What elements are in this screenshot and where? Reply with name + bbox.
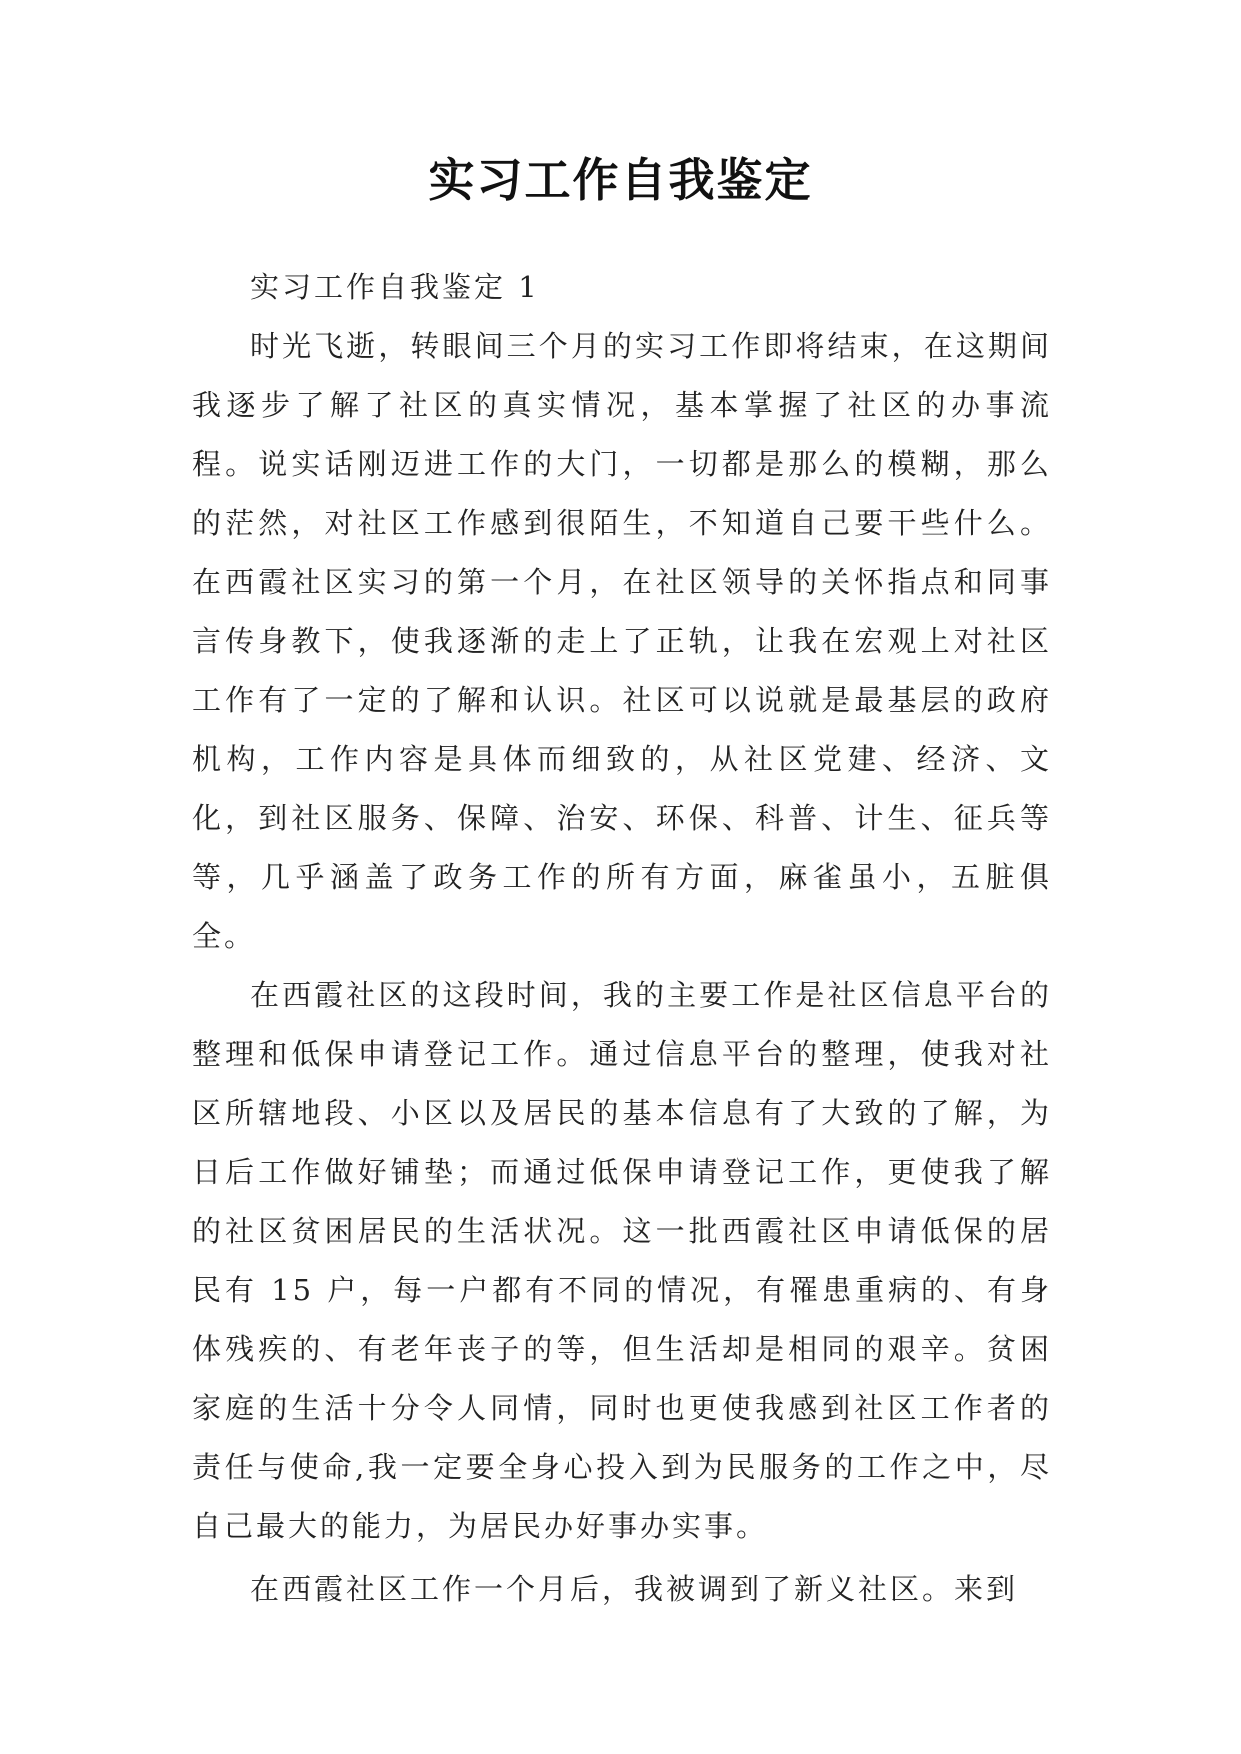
paragraph-1: 时光飞逝，转眼间三个月的实习工作即将结束，在这期间我逐步了解了社区的真实情况，基本掌握了社区的办事流程。说实话刚迈进工作的大门，一切都是那么的模糊，那么的茫然，对社区工作感到很陌生，不知道自己要干些什么。在西霞社区实习的第一个月，在社区领导的关怀指点和同事言传身教下，使我逐渐的走上了正轨，让我在宏观上对社区工作有了一定的了解和认识。社区可以说就是最基层的政府机构，工作内容是具体而细致的，从社区党建、经济、文化，到社区服务、保障、治安、环保、科普、计生、征兵等等，几乎涵盖了政务工作的所有方面，麻雀虽小，五脏俱全。 xyxy=(192,329,1052,953)
document-body xyxy=(192,258,1052,1619)
document-title: 实习工作自我鉴定 xyxy=(428,153,813,207)
paragraph-2: 在西霞社区的这段时间，我的主要工作是社区信息平台的整理和低保申请登记工作。通过信息平台的整理，使我对社区所辖地段、小区以及居民的基本信息有了大致的了解，为日后工作做好铺垫；而通过低保申请登记工作，更使我了解的社区贫困居民的生活状况。这一批西霞社区申请低保的居民有 15 户，每一户都有不同的情况，有罹患重病的、有身体残疾的、有老年丧子的等，但生活却是相同的艰辛。贫困家庭的生活十分令人同情，同时也更使我感到社区工作者的责任与使命,我一定要全身心投入到为民服务的工作之中，尽自己最大的能力，为居民办好事办实事。 xyxy=(192,978,1052,1543)
section-heading: 实习工作自我鉴定 1 xyxy=(250,270,540,304)
paragraph-3: 在西霞社区工作一个月后，我被调到了新义社区。来到 xyxy=(250,1572,1019,1606)
